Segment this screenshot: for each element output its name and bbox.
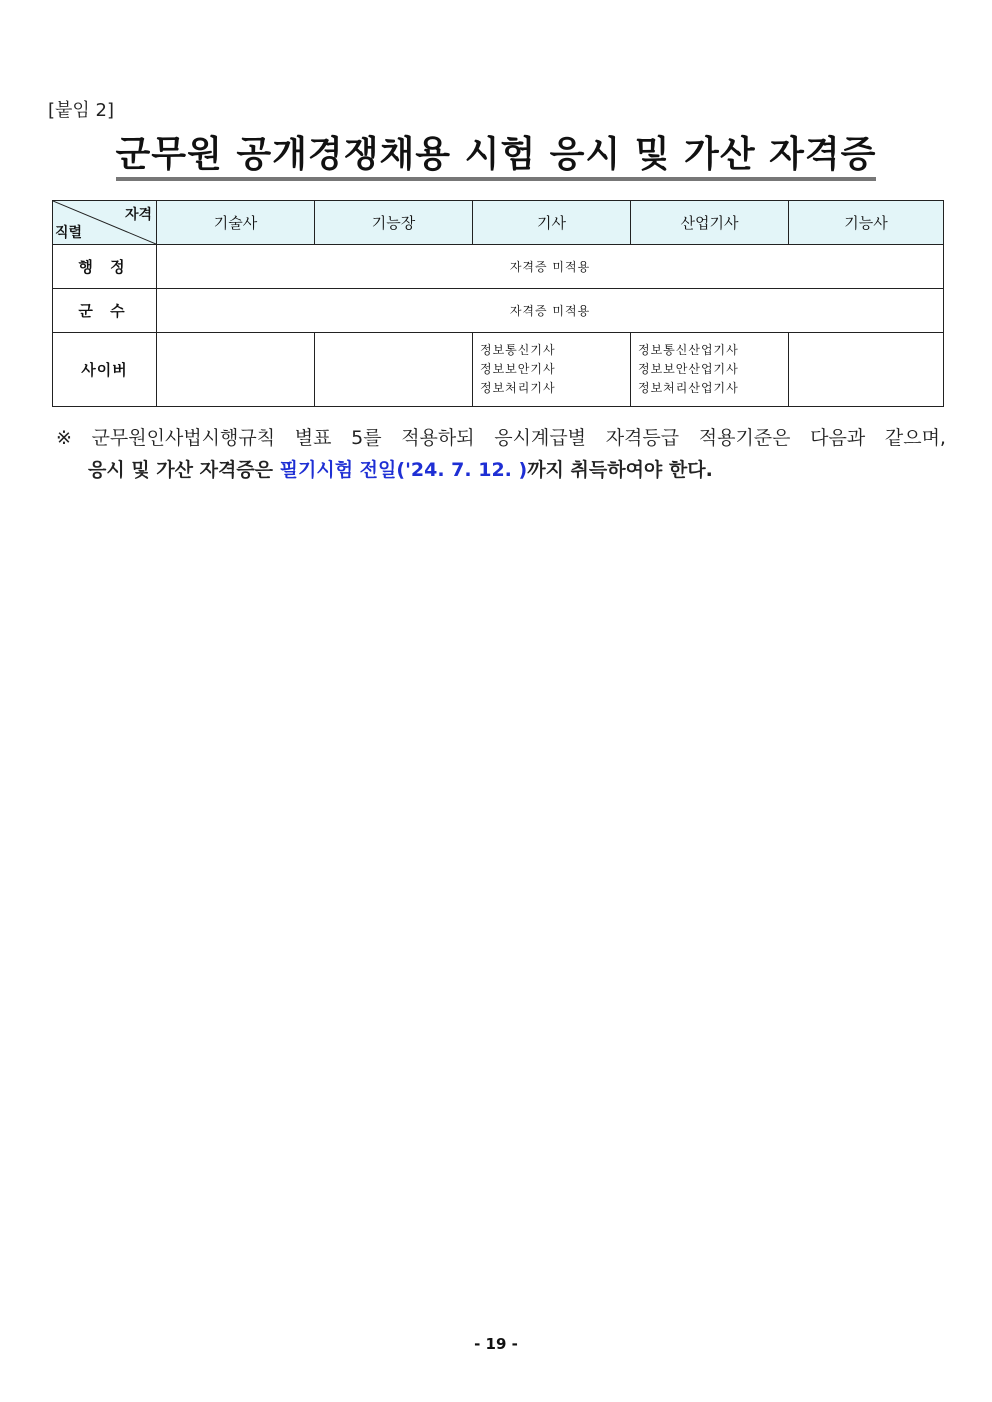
certificate-item: 정보보안산업기사	[638, 362, 739, 376]
note-word: 적용하되	[401, 427, 475, 449]
merged-cell: 자격증 미적용	[157, 245, 944, 289]
empty-cell	[315, 333, 473, 407]
attachment-label: [붙임 2]	[48, 100, 114, 121]
deadline-highlight: 필기시험 전일('24. 7. 12. )	[279, 459, 528, 481]
note-word: 별표	[294, 427, 332, 449]
certificate-item: 정보통신산업기사	[638, 343, 739, 357]
corner-label-certificate: 자격	[124, 207, 152, 223]
note-line-1	[56, 422, 946, 454]
row-header: 행 정	[53, 245, 157, 289]
note-text: 까지 취득하여야 한다.	[527, 459, 713, 481]
corner-label-job-series: 직렬	[55, 225, 83, 241]
certificate-table	[52, 200, 944, 407]
column-header: 산업기사	[631, 201, 789, 245]
certificate-item: 정보처리산업기사	[638, 381, 739, 395]
certificate-list-cell	[473, 333, 631, 407]
reference-mark-icon: ※	[56, 427, 72, 449]
note-word: 같으며,	[884, 427, 946, 449]
empty-cell	[157, 333, 315, 407]
certificate-item: 정보통신기사	[480, 343, 556, 357]
note-paragraph	[56, 422, 946, 486]
note-word: 5를	[351, 427, 382, 449]
table-row	[53, 245, 944, 289]
page-title	[0, 126, 992, 177]
row-header: 사이버	[53, 333, 157, 407]
note-word: 적용기준은	[698, 427, 791, 449]
column-header: 기술사	[157, 201, 315, 245]
table-header-row	[53, 201, 944, 245]
certificate-list-cell	[631, 333, 789, 407]
table-corner-cell	[53, 201, 157, 245]
table-row	[53, 289, 944, 333]
empty-cell	[789, 333, 944, 407]
certificate-item: 정보보안기사	[480, 362, 556, 376]
certificate-item: 정보처리기사	[480, 381, 556, 395]
table-row	[53, 333, 944, 407]
note-word: 군무원인사법시행규칙	[91, 427, 276, 449]
page-title-text: 군무원 공개경쟁채용 시험 응시 및 가산 자격증	[116, 134, 877, 181]
note-word: 자격등급	[605, 427, 680, 449]
note-text: 응시 및 가산 자격증은	[88, 459, 280, 481]
column-header: 기사	[473, 201, 631, 245]
note-word: 응시계급별	[494, 427, 587, 449]
note-word: 다음과	[810, 427, 866, 449]
row-header: 군 수	[53, 289, 157, 333]
note-line-2	[56, 454, 946, 486]
page-number: - 19 -	[474, 1335, 518, 1353]
merged-cell: 자격증 미적용	[157, 289, 944, 333]
column-header: 기능사	[789, 201, 944, 245]
column-header: 기능장	[315, 201, 473, 245]
